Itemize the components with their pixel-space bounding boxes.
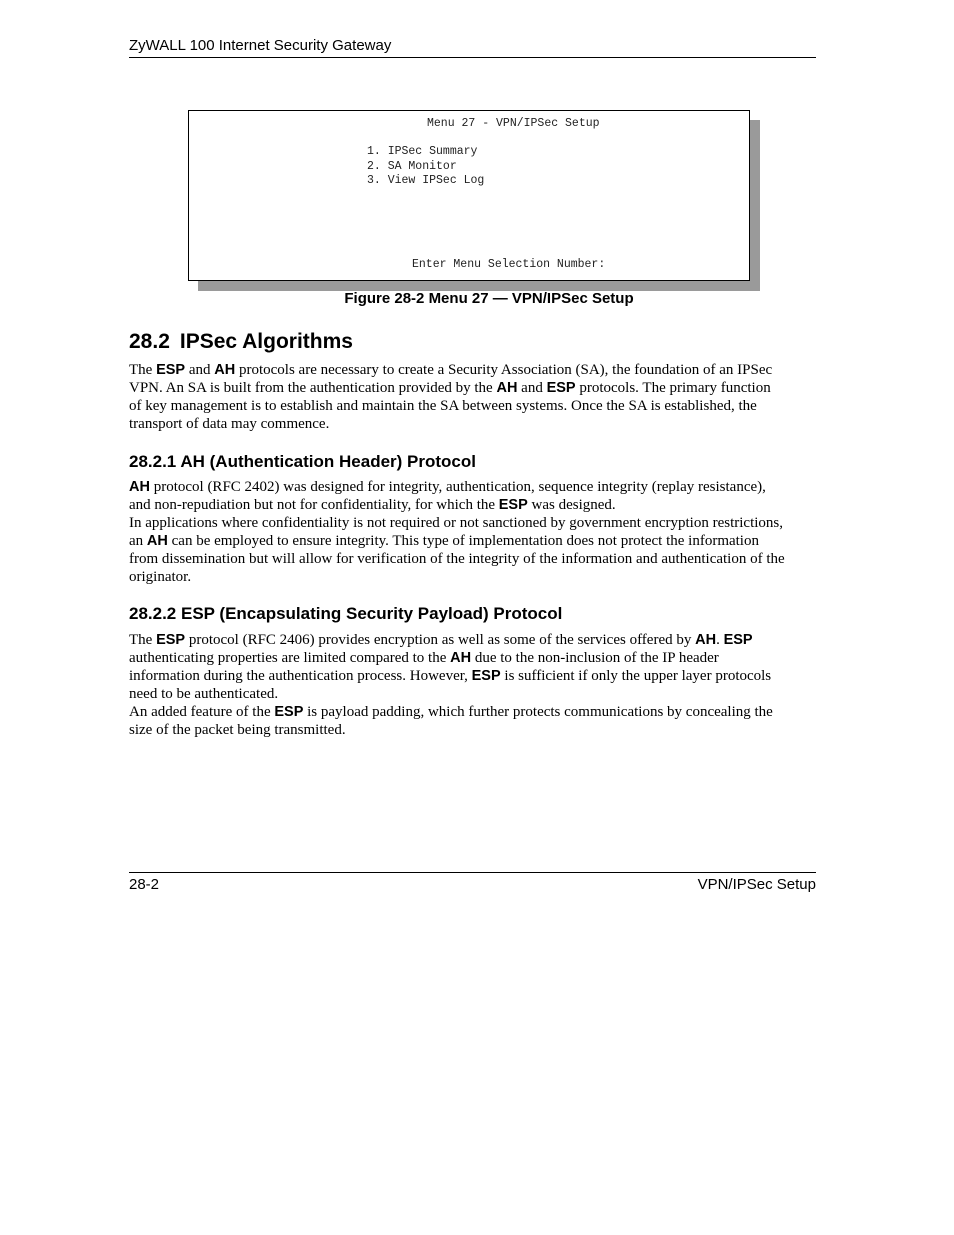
bold-term: AH [450, 650, 472, 666]
running-header [129, 37, 816, 58]
text: an [129, 533, 147, 549]
text: authenticating properties are limited compared to the [129, 650, 451, 666]
text: was designed. [527, 497, 616, 513]
section-heading [129, 330, 353, 354]
text: protocols are necessary to create a Security Association (SA), the foundation of an IPSec [235, 362, 773, 378]
ah-heading: 28.2.1 AH (Authentication Header) Protocol [129, 452, 476, 471]
text: protocol (RFC 2402) was designed for integrity, authentication, sequence integrity (replay resistance), [149, 479, 766, 495]
text: size of the packet being transmitted. [129, 722, 346, 738]
text: can be employed to ensure integrity. This type of implementation does not protect the information [167, 533, 759, 549]
text: transport of data may commence. [129, 416, 330, 432]
figure-caption: Figure 28-2 Menu 27 — VPN/IPSec Setup [344, 290, 634, 307]
text: The [129, 632, 157, 648]
ah-paragraph [129, 478, 819, 586]
text: In applications where confidentiality is not required or not sanctioned by government encryption restrictions, [129, 515, 783, 531]
bold-term: AH [496, 380, 518, 396]
text: is payload padding, which further protects communications by concealing the [303, 704, 773, 720]
bold-term: AH [214, 362, 236, 378]
text: and [185, 362, 215, 378]
selection-prompt: Enter Menu Selection Number: [412, 258, 606, 271]
chapter-name: VPN/IPSec Setup [697, 876, 816, 893]
text: and [517, 380, 547, 396]
running-footer [129, 872, 816, 893]
text: and non-repudiation but not for confidentiality, for which the [129, 497, 499, 513]
section-title: IPSec Algorithms [179, 330, 353, 353]
text: The [129, 362, 157, 378]
menu-item-ipsec-summary: 1. IPSec Summary [367, 145, 478, 158]
text: VPN. An SA is built from the authentication provided by the [129, 380, 497, 396]
text: protocol (RFC 2406) provides encryption as well as some of the services offered by [185, 632, 696, 648]
esp-paragraph [129, 631, 819, 739]
terminal-screen [188, 110, 750, 281]
intro-paragraph [129, 361, 819, 433]
bold-term: ESP [156, 632, 186, 648]
text: An added feature of the [129, 704, 275, 720]
menu-screen-figure [188, 110, 760, 291]
bold-term: ESP [723, 632, 753, 648]
header-title: ZyWALL 100 Internet Security Gateway [129, 37, 392, 54]
text: need to be authenticated. [129, 686, 279, 702]
text: due to the non-inclusion of the IP header [471, 650, 719, 666]
bold-term: AH [129, 479, 150, 495]
bold-term: ESP [471, 668, 501, 684]
text: information during the authentication process. However, [129, 668, 472, 684]
screen-title: Menu 27 - VPN/IPSec Setup [427, 117, 600, 130]
text: protocols. The primary function [575, 380, 771, 396]
text: from dissemination but will allow for verification of the integrity of the information and authentication of the [129, 551, 785, 567]
text: . [716, 632, 724, 648]
section-number: 28.2 [129, 330, 170, 353]
bold-term: AH [146, 533, 168, 549]
bold-term: ESP [274, 704, 304, 720]
menu-list [367, 145, 484, 189]
menu-item-sa-monitor: 2. SA Monitor [367, 159, 457, 173]
page-number: 28-2 [129, 876, 160, 893]
bold-term: ESP [498, 497, 528, 513]
bold-term: ESP [546, 380, 576, 396]
esp-heading: 28.2.2 ESP (Encapsulating Security Payload) Protocol [129, 604, 563, 623]
menu-item-view-ipsec-log: 3. View IPSec Log [367, 174, 485, 187]
text: of key management is to establish and maintain the SA between systems. Once the SA is established, the [129, 398, 757, 414]
text: originator. [129, 569, 192, 585]
bold-term: ESP [156, 362, 186, 378]
text: is sufficient if only the upper layer protocols [500, 668, 772, 684]
bold-term: AH [695, 632, 717, 648]
